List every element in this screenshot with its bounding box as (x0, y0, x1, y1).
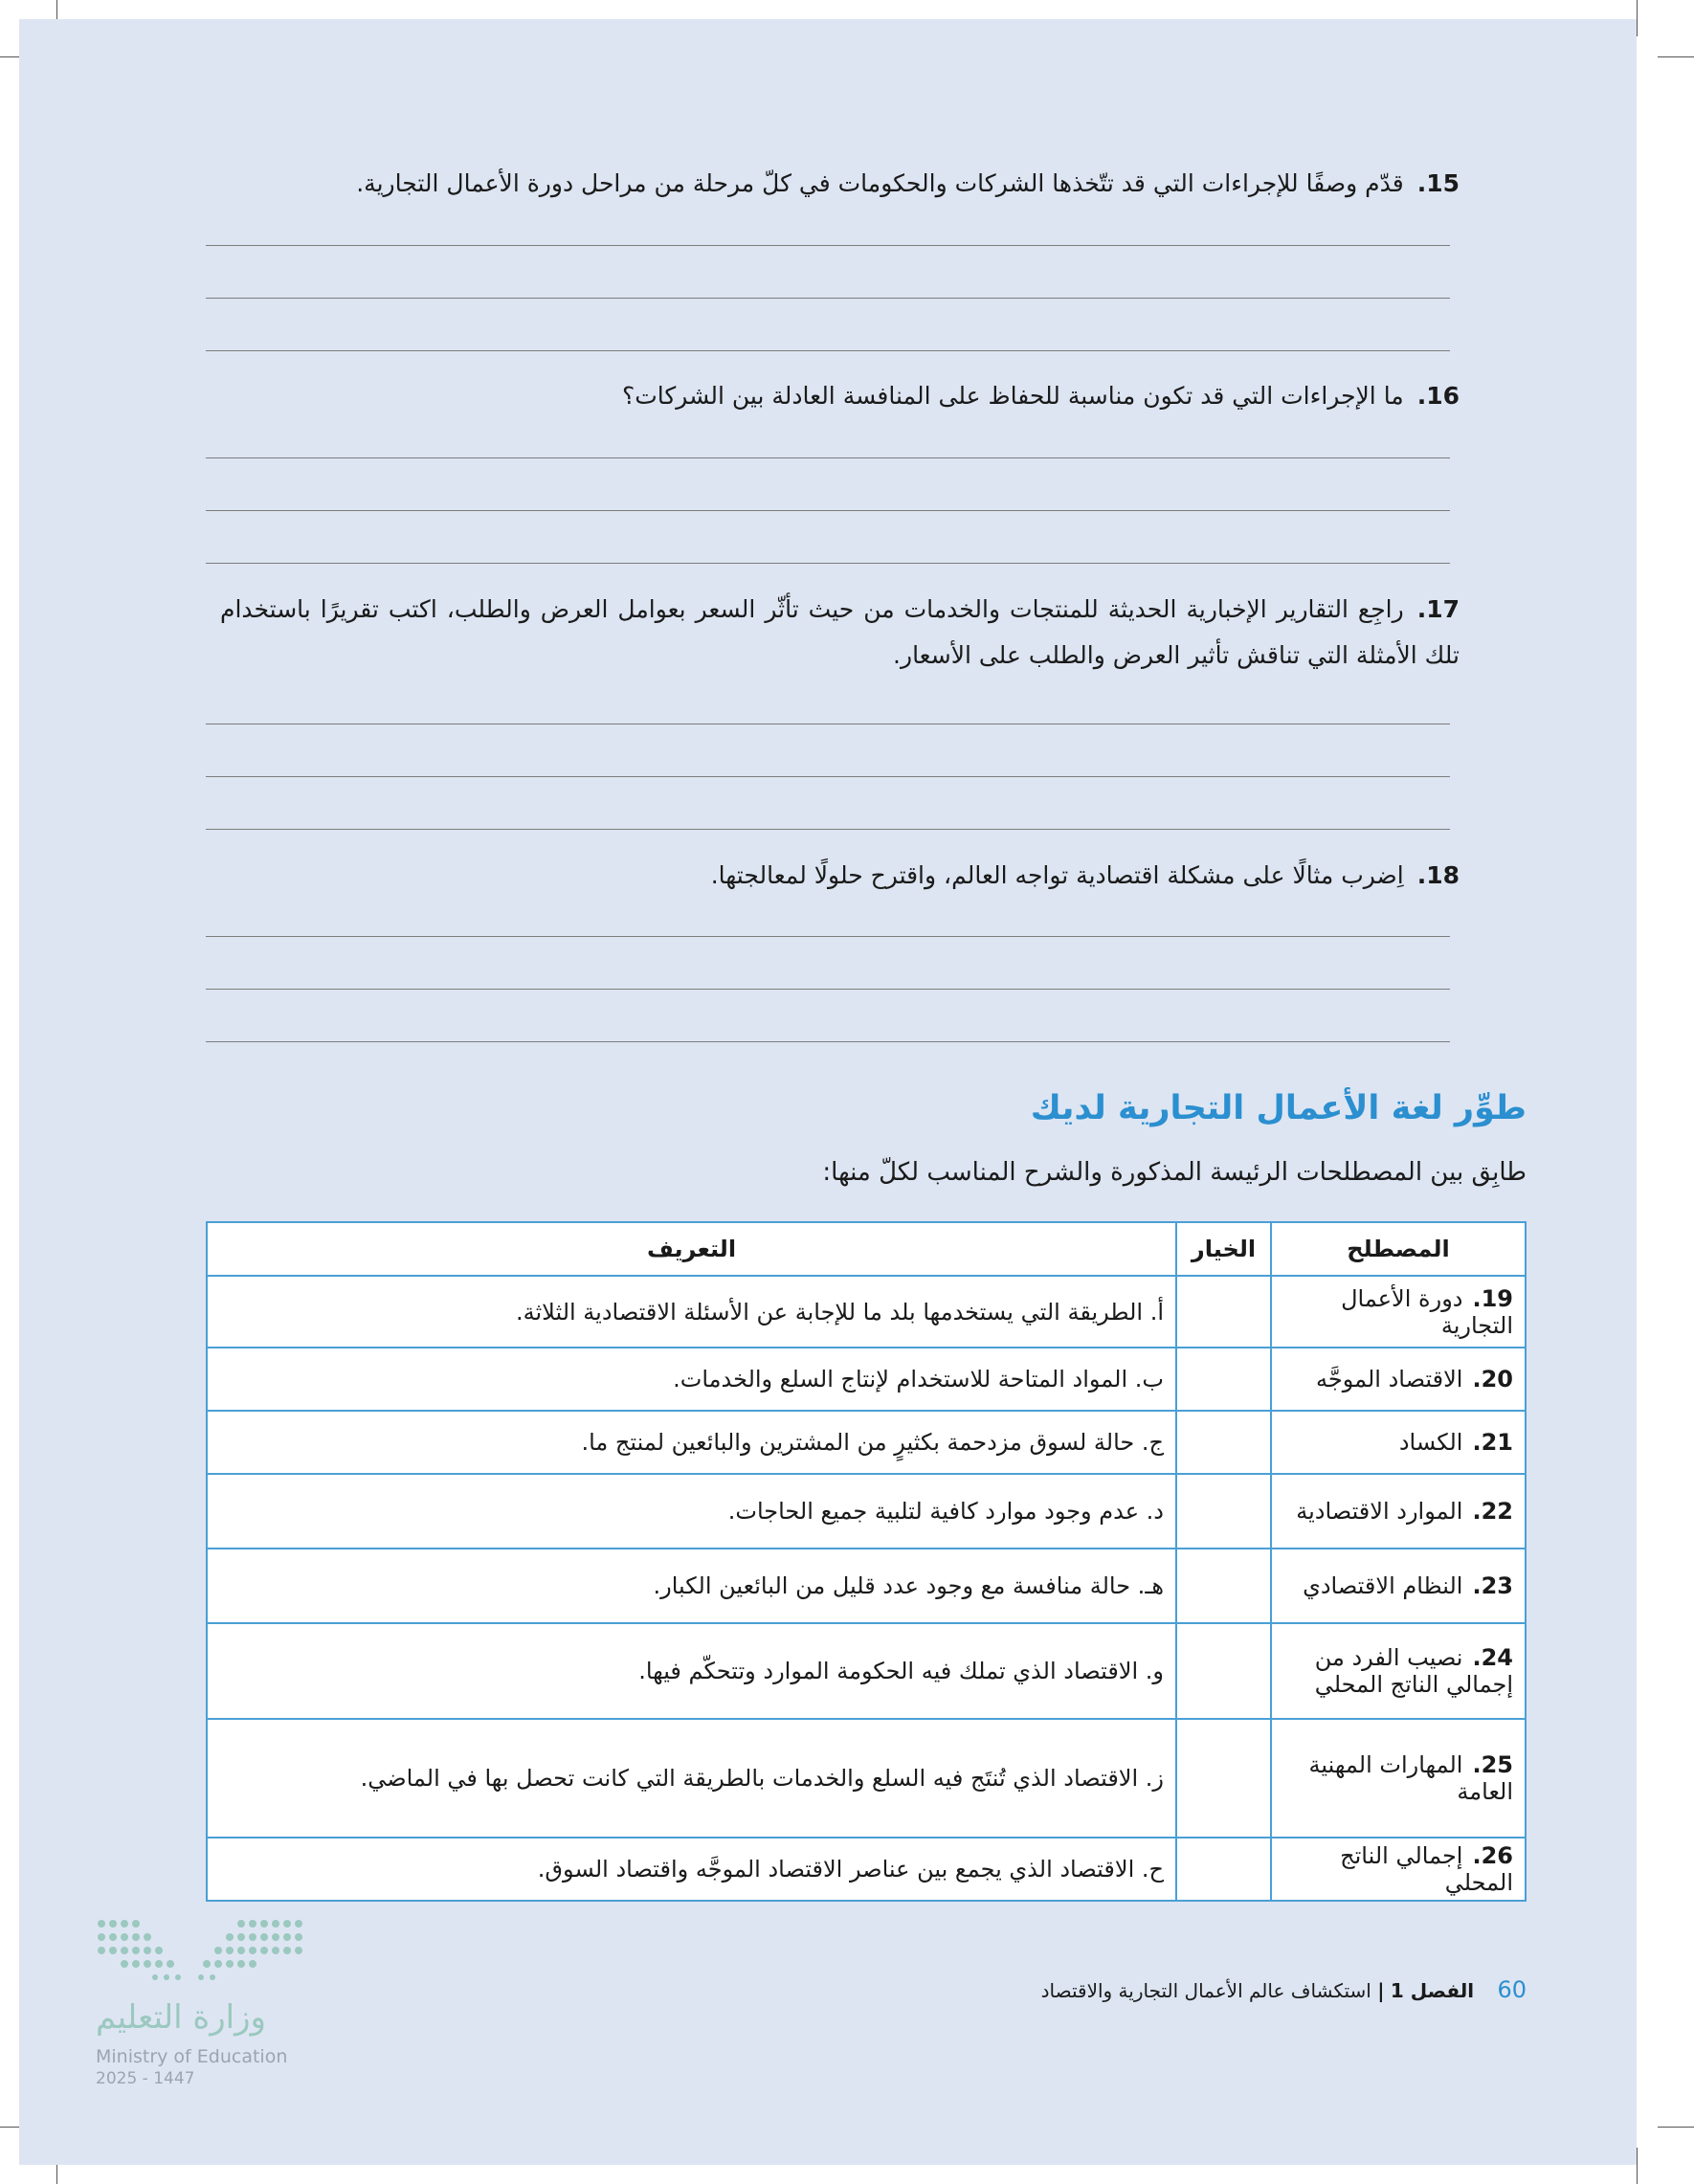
crop-mark (1658, 56, 1694, 57)
choice-cell[interactable] (1176, 1411, 1271, 1474)
section-heading: طوِّر لغة الأعمال التجارية لديك (1030, 1089, 1527, 1127)
term-cell (1271, 1411, 1526, 1474)
definition-cell: ب. المواد المتاحة للاستخدام لإنتاج السلع والخدمات. (207, 1348, 1176, 1411)
question-number: 15. (1416, 169, 1460, 197)
choice-cell[interactable] (1176, 1623, 1271, 1719)
ministry-logo-english: Ministry of Education (96, 2046, 288, 2067)
matching-table (206, 1221, 1527, 1902)
term-text: الكساد (1398, 1429, 1463, 1456)
definition-cell: هـ. حالة منافسة مع وجود عدد قليل من البائعين الكبار. (207, 1549, 1176, 1623)
question-16 (622, 373, 1460, 419)
question-15 (356, 161, 1460, 207)
term-cell (1271, 1838, 1526, 1901)
answer-line[interactable] (206, 989, 1450, 990)
question-text: راجِع التقارير الإخبارية الحديثة للمنتجات والخدمات من حيث تأثّر السعر بعوامل العرض والطلب، اكتب تقريرًا باستخدام تلك الأمثلة التي تناقش تأثير العرض والطلب على الأسعار. (220, 595, 1460, 669)
page-footer (1041, 1976, 1527, 2003)
term-number: 23. (1472, 1572, 1513, 1599)
question-number: 16. (1416, 382, 1460, 410)
term-text: الاقتصاد الموجَّه (1316, 1366, 1463, 1393)
question-number: 17. (1416, 595, 1460, 623)
question-text: قدّم وصفًا للإجراءات التي قد تتّخذها الشركات والحكومات في كلّ مرحلة من مراحل دورة الأعمال التجارية. (356, 169, 1404, 197)
term-cell (1271, 1549, 1526, 1623)
table-row (207, 1474, 1526, 1549)
answer-line[interactable] (206, 776, 1450, 777)
chapter-title: استكشاف عالم الأعمال التجارية والاقتصاد (1040, 1979, 1371, 2002)
table-row (207, 1411, 1526, 1474)
question-number: 18. (1416, 861, 1460, 889)
term-text: دورة الأعمال التجارية (1341, 1284, 1513, 1339)
term-cell (1271, 1348, 1526, 1411)
term-text: الموارد الاقتصادية (1296, 1498, 1463, 1525)
choice-cell[interactable] (1176, 1276, 1271, 1348)
question-17 (220, 587, 1460, 679)
header-choice: الخيار (1176, 1222, 1271, 1276)
term-number: 25. (1472, 1751, 1513, 1778)
crop-mark (1658, 2127, 1694, 2128)
term-cell (1271, 1719, 1526, 1838)
table-row (207, 1719, 1526, 1838)
answer-line[interactable] (206, 457, 1450, 458)
term-cell (1271, 1276, 1526, 1348)
definition-cell: ز. الاقتصاد الذي تُنتَج فيه السلع والخدمات بالطريقة التي كانت تحصل بها في الماضي. (207, 1719, 1176, 1838)
ministry-logo-dots-icon (96, 1914, 316, 1983)
term-text: النظام الاقتصادي (1303, 1572, 1463, 1599)
page-number: 60 (1497, 1976, 1527, 2003)
ministry-logo-year: 2025 - 1447 (96, 2069, 195, 2088)
table-row (207, 1838, 1526, 1901)
term-number: 19. (1472, 1284, 1513, 1312)
answer-line[interactable] (206, 829, 1450, 830)
choice-cell[interactable] (1176, 1838, 1271, 1901)
term-text: نصيب الفرد من إجمالي الناتج المحلي (1314, 1644, 1513, 1698)
header-definition: التعريف (207, 1222, 1176, 1276)
term-cell (1271, 1623, 1526, 1719)
chapter-label: الفصل 1 (1390, 1979, 1475, 2002)
table-row (207, 1276, 1526, 1348)
table-row (207, 1348, 1526, 1411)
answer-line[interactable] (206, 245, 1450, 246)
answer-line[interactable] (206, 936, 1450, 937)
question-text: ما الإجراءات التي قد تكون مناسبة للحفاظ على المنافسة العادلة بين الشركات؟ (621, 382, 1404, 410)
term-number: 20. (1472, 1366, 1513, 1393)
definition-cell: و. الاقتصاد الذي تملك فيه الحكومة الموارد وتتحكّم فيها. (207, 1623, 1176, 1719)
term-text: إجمالي الناتج المحلي (1340, 1842, 1513, 1896)
answer-line[interactable] (206, 298, 1450, 299)
table-row (207, 1623, 1526, 1719)
question-text: اِضرب مثالًا على مشكلة اقتصادية تواجه العالم، واقترح حلولًا لمعالجتها. (710, 861, 1404, 889)
answer-line[interactable] (206, 1041, 1450, 1042)
term-number: 21. (1472, 1429, 1513, 1456)
ministry-logo-arabic: وزارة التعليم (96, 1998, 266, 2037)
definition-cell: ح. الاقتصاد الذي يجمع بين عناصر الاقتصاد الموجَّه واقتصاد السوق. (207, 1838, 1176, 1901)
answer-line[interactable] (206, 510, 1450, 511)
section-instruction: طابِق بين المصطلحات الرئيسة المذكورة والشرح المناسب لكلّ منها: (822, 1158, 1527, 1187)
term-cell (1271, 1474, 1526, 1549)
table-row (207, 1549, 1526, 1623)
definition-cell: ج. حالة لسوق مزدحمة بكثيرٍ من المشترين والبائعين لمنتج ما. (207, 1411, 1176, 1474)
definition-cell: أ. الطريقة التي يستخدمها بلد ما للإجابة عن الأسئلة الاقتصادية الثلاثة. (207, 1276, 1176, 1348)
crop-mark (1637, 0, 1638, 36)
question-18 (711, 853, 1460, 899)
crop-mark (1637, 2148, 1638, 2184)
term-number: 24. (1472, 1644, 1513, 1671)
answer-line[interactable] (206, 563, 1450, 564)
choice-cell[interactable] (1176, 1719, 1271, 1838)
term-number: 22. (1472, 1498, 1513, 1525)
choice-cell[interactable] (1176, 1549, 1271, 1623)
footer-separator: | (1377, 1979, 1385, 2002)
choice-cell[interactable] (1176, 1474, 1271, 1549)
answer-line[interactable] (206, 350, 1450, 351)
header-term: المصطلح (1271, 1222, 1526, 1276)
table-header-row (207, 1222, 1526, 1276)
term-number: 26. (1472, 1842, 1513, 1869)
choice-cell[interactable] (1176, 1348, 1271, 1411)
definition-cell: د. عدم وجود موارد كافية لتلبية جميع الحاجات. (207, 1474, 1176, 1549)
term-text: المهارات المهنية العامة (1308, 1751, 1513, 1805)
